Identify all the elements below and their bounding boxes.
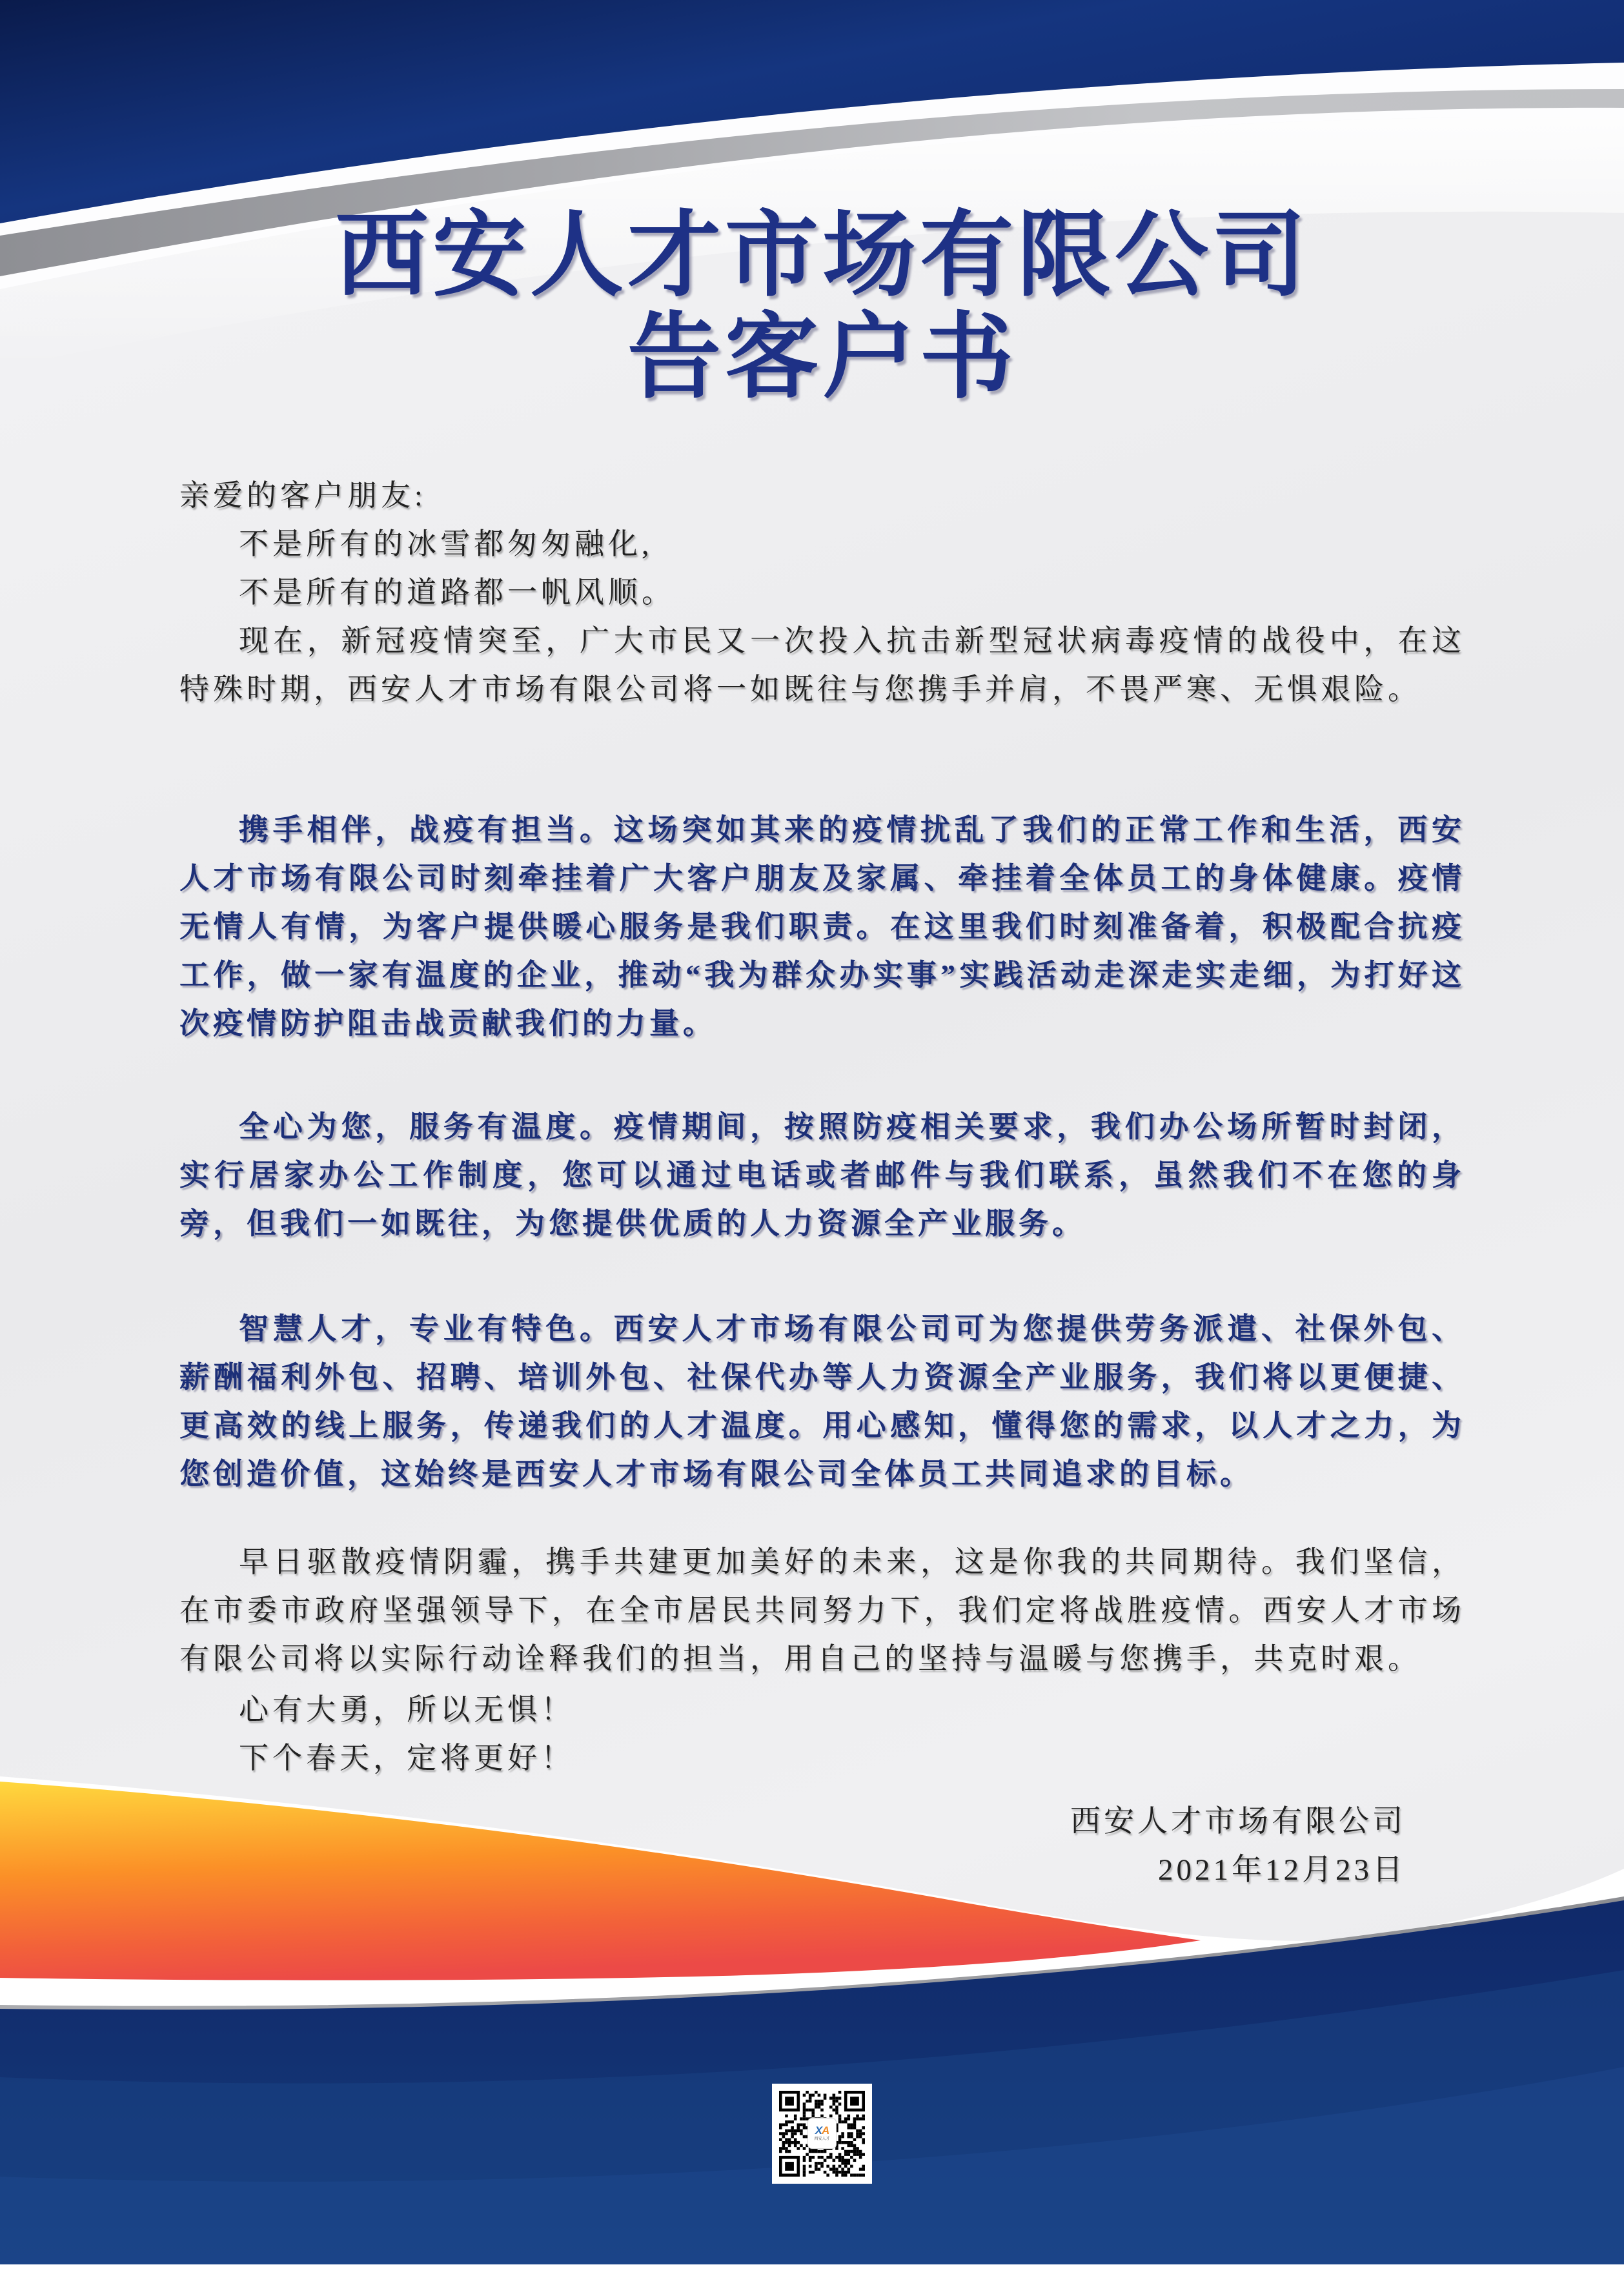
bottom-orange-swoosh	[0, 1782, 1201, 1980]
salutation: 亲爱的客户朋友:	[179, 479, 427, 512]
poem-line-2: 不是所有的道路都一帆风顺。	[239, 576, 675, 609]
page-title-line2: 告客户书	[627, 307, 1017, 410]
page-title-line1: 西安人才市场有限公司	[335, 205, 1310, 308]
signature-company: 西安人才市场有限公司	[1070, 1805, 1406, 1838]
bottom-white-strip	[0, 2264, 1624, 2287]
signature-date: 2021年12月23日	[1158, 1853, 1406, 1887]
bottom-swoosh-decoration	[0, 1769, 1624, 2287]
closing-section	[179, 1685, 1465, 1782]
qr-logo	[807, 2118, 837, 2149]
closing-line-2: 下个春天，定将更好！	[239, 1742, 574, 1774]
intro-paragraph: 现在，新冠疫情突至，广大市民又一次投入抗击新型冠状病毒疫情的战役中，在这特殊时期，西安人才市场有限公司将一如既往与您携手并肩，不畏严寒、无惧艰险。	[179, 624, 1465, 706]
paragraph-togetherness: 携手相伴，战疫有担当。这场突如其来的疫情扰乱了我们的正常工作和生活，西安人才市场有限公司时刻牵挂着广大客户朋友及家属、牵挂着全体员工的身体健康。疫情无情人有情，为客户提供暖心服务是我们职责。在这里我们时刻准备着，积极配合抗疫工作，做一家有温度的企业，推动“我为群众办实事”实践活动走深走实走细，为打好这次疫情防护阻击战贡献我们的力量。	[179, 813, 1465, 1040]
qr-logo-mark: XA	[815, 2124, 829, 2137]
page-title	[179, 205, 1465, 409]
paragraph-outlook: 早日驱散疫情阴霾，携手共建更加美好的未来，这是你我的共同期待。我们坚信，在市委市政府坚强领导下，在全市居民共同努力下，我们定将战胜疫情。西安人才市场有限公司将以实际行动诠释我们的担当，用自己的坚持与温暖与您携手，共克时艰。	[179, 1545, 1465, 1675]
paragraph-expertise: 智慧人才，专业有特色。西安人才市场有限公司可为您提供劳务派遣、社保外包、薪酬福利外包、招聘、培训外包、社保代办等人力资源全产业服务，我们将以更便捷、更高效的线上服务，传递我们的人才温度。用心感知，懂得您的需求，以人才之力，为您创造价值，这始终是西安人才市场有限公司全体员工共同追求的目标。	[179, 1312, 1465, 1490]
paragraph-service: 全心为您，服务有温度。疫情期间，按照防疫相关要求，我们办公场所暂时封闭，实行居家办公工作制度，您可以通过电话或者邮件与我们联系，虽然我们不在您的身旁，但我们一如既往，为您提供优质的人力资源全产业服务。	[179, 1110, 1465, 1240]
intro-section	[179, 471, 1465, 713]
closing-line-1: 心有大勇，所以无惧！	[239, 1693, 574, 1726]
qr-code	[772, 2084, 872, 2184]
poem-line-1: 不是所有的冰雪都匆匆融化,	[239, 527, 653, 560]
qr-logo-caption: 西安人才	[814, 2137, 830, 2141]
